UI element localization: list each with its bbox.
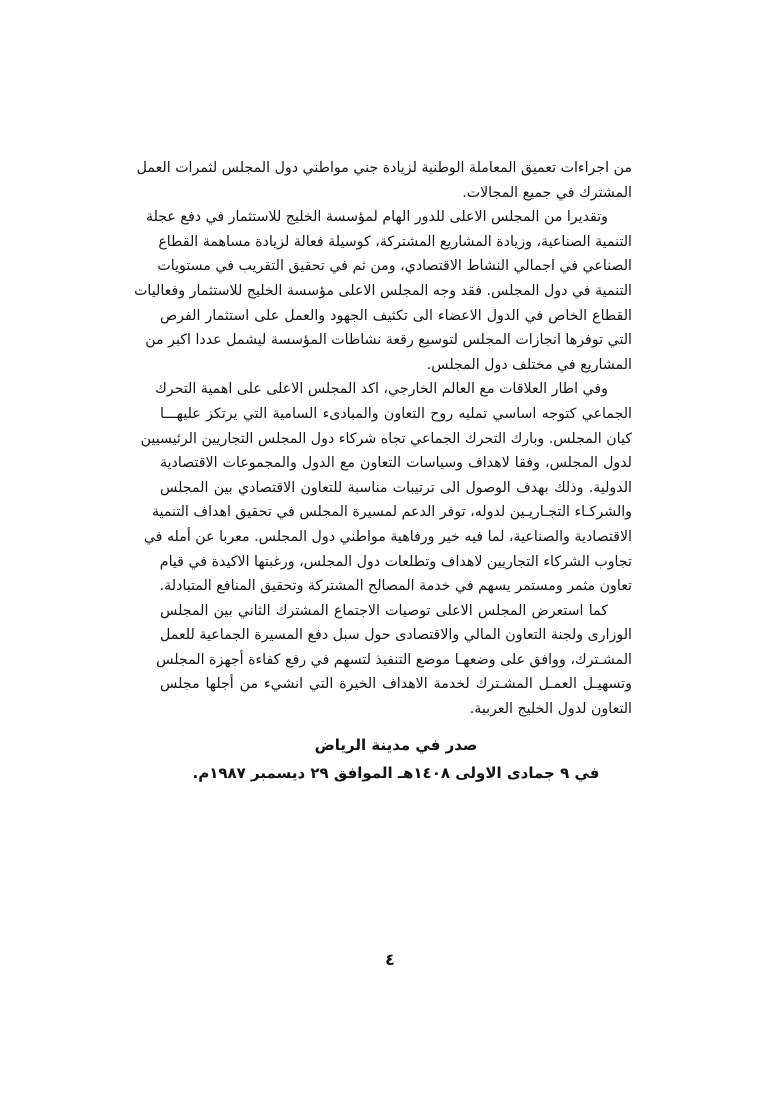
- text-line: القطاع الخاص في الدول الاعضاء الى تكثيف الجهود والعمل على استثمار الفرص: [160, 307, 632, 324]
- text-line: لدول المجلس، وفقا لاهداف وسياسات التعاون مع الدول والمجموعات الاقتصادية: [160, 455, 632, 472]
- issued-place-heading: صدر في مدينة الرياض: [314, 736, 478, 754]
- text-line: وتقديرا من المجلس الاعلى للدور الهام لمؤسسة الخليج للاستثمار في دفع عجلة: [145, 209, 608, 226]
- text-line: الاقتصادية والصناعية، لما فيه خير ورفاهية مواطني دول المجلس. معربا عن أمله في: [143, 528, 632, 545]
- text-line: تجاوب الشركاء التجاريين لاهداف وتطلعات دول المجلس، ورغبتها الاكيدة في قيام: [159, 553, 632, 570]
- paragraph-external-relations: [140, 377, 632, 598]
- text-line: كما استعرض المجلس الاعلى توصيات الاجتماع المشترك الثاني بين المجلس: [160, 602, 608, 619]
- document-body: [134, 156, 632, 722]
- text-line: الوزارى ولجنة التعاون المالي والاقتصادى حول سبل دفع المسيرة الجماعية للعمل: [160, 627, 632, 644]
- text-line: التي توفرها انجازات المجلس لتوسيع رقعة نشاطات المؤسسة ليشمل عددا اكبر من: [145, 332, 632, 349]
- text-line: التعاون لدول الخليج العربية.: [469, 701, 632, 718]
- issued-date-heading: في ٩ جمادى الاولى ١٤٠٨هـ الموافق ٢٩ ديسمبر ١٩٨٧م.: [192, 764, 600, 782]
- text-line: التنمية الصناعية، وزيادة المشاريع المشتركة، كوسيلة فعالة لزيادة مساهمة القطاع: [158, 233, 632, 250]
- text-line: الجماعي كتوجه اساسي تمليه روح التعاون والمبادىء السامية التي يرتكز عليهـــا: [160, 405, 632, 422]
- paragraph-intro-continuation: [136, 156, 632, 205]
- text-line: والشركـاء التجـاريـين لدوله، توفر الدعم لمسيرة المجلس في تحقيق اهداف التنمية: [151, 504, 632, 521]
- text-line: الدولية. وذلك بهدف الوصول الى ترتيبات مناسبة للتعاون الاقتصادي بين المجلس: [160, 479, 632, 496]
- text-line: الصناعي في اجمالي النشاط الاقتصادي، ومن ثم في تحقيق التقريب في مستويات: [157, 258, 632, 275]
- text-line: التنمية في دول المجلس. فقد وجه المجلس الاعلى مؤسسة الخليج للاستثمار وفعاليات: [134, 282, 632, 299]
- page-number: ٤: [385, 950, 395, 969]
- text-line: وفي اطار العلاقات مع العالم الخارجي، اكد المجلس الاعلى على اهمية التحرك: [155, 381, 608, 398]
- text-line: المشاريع في مختلف دول المجلس.: [426, 356, 632, 373]
- paragraph-joint-meeting: [156, 599, 632, 722]
- text-line: وتسهيـل العمـل المشـترك لخدمة الاهداف الخيرة التي انشيء من أجلها مجلس: [160, 676, 632, 693]
- text-line: كيان المجلس. وبارك التحرك الجماعي تجاه شركاء دول المجلس التجاريين الرئيسيين: [140, 430, 632, 447]
- text-line: المشـترك، ووافق على وضعهـا موضع التنفيذ لتسهم في رفع كفاءة أجهزة المجلس: [156, 651, 632, 668]
- paragraph-gulf-investment: [134, 205, 632, 377]
- text-line: من اجراءات تعميق المعاملة الوطنية لزيادة جني مواطني دول المجلس لثمرات العمل: [136, 160, 632, 176]
- text-line: المشترك في جميع المجالات.: [462, 184, 632, 201]
- text-line: تعاون مثمر ومستمر يسهم في خدمة المصالح المشتركة وتحقيق المنافع المتبادلة.: [159, 578, 632, 595]
